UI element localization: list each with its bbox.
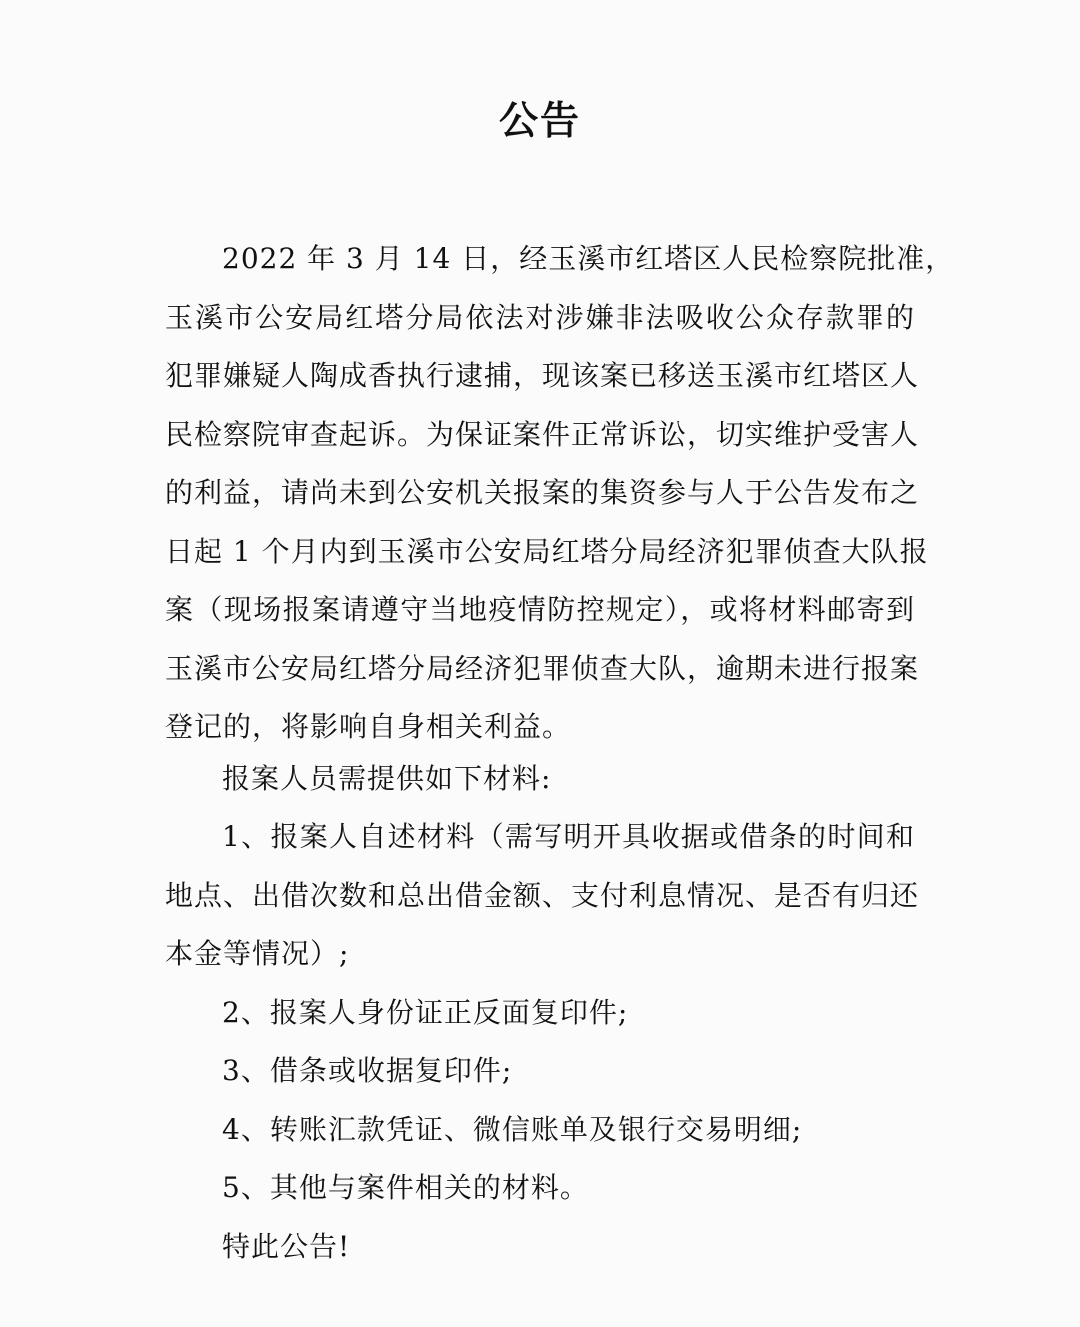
paragraph-line: 的利益，请尚未到公安机关报案的集资参与人于公告发布之 (165, 476, 920, 509)
paragraph-line: 登记的，将影响自身相关利益。 (165, 710, 572, 743)
list-item-line: 2、报案人身份证正反面复印件; (222, 996, 629, 1029)
list-item-line: 本金等情况）; (165, 937, 350, 970)
document-title: 公告 (498, 99, 581, 144)
materials-intro: 报案人员需提供如下材料: (222, 762, 552, 795)
list-item-line: 3、借条或收据复印件; (222, 1054, 513, 1087)
paragraph-line: 犯罪嫌疑人陶成香执行逮捕，现该案已移送玉溪市红塔区人 (165, 359, 920, 392)
paragraph-line: 玉溪市公安局红塔分局依法对涉嫌非法吸收公众存款罪的 (165, 301, 915, 334)
list-item-line: 地点、出借次数和总出借金额、支付利息情况、是否有归还 (165, 879, 920, 912)
paragraph-line: 民检察院审查起诉。为保证案件正常诉讼，切实维护受害人 (165, 418, 920, 451)
paragraph-line: 2022 年 3 月 14 日，经玉溪市红塔区人民检察院批准， (222, 242, 955, 275)
paragraph-line: 案（现场报案请遵守当地疫情防控规定），或将材料邮寄到 (165, 593, 915, 626)
closing-line: 特此公告! (222, 1230, 351, 1263)
paragraph-line: 日起 1 个月内到玉溪市公安局红塔分局经济犯罪侦查大队报 (165, 535, 929, 568)
paragraph-line: 玉溪市公安局红塔分局经济犯罪侦查大队，逾期未进行报案 (165, 652, 920, 685)
list-item-line: 1、报案人自述材料（需写明开具收据或借条的时间和 (222, 820, 915, 853)
list-item-line: 5、其他与案件相关的材料。 (222, 1171, 589, 1204)
list-item-line: 4、转账汇款凭证、微信账单及银行交易明细; (222, 1113, 803, 1146)
